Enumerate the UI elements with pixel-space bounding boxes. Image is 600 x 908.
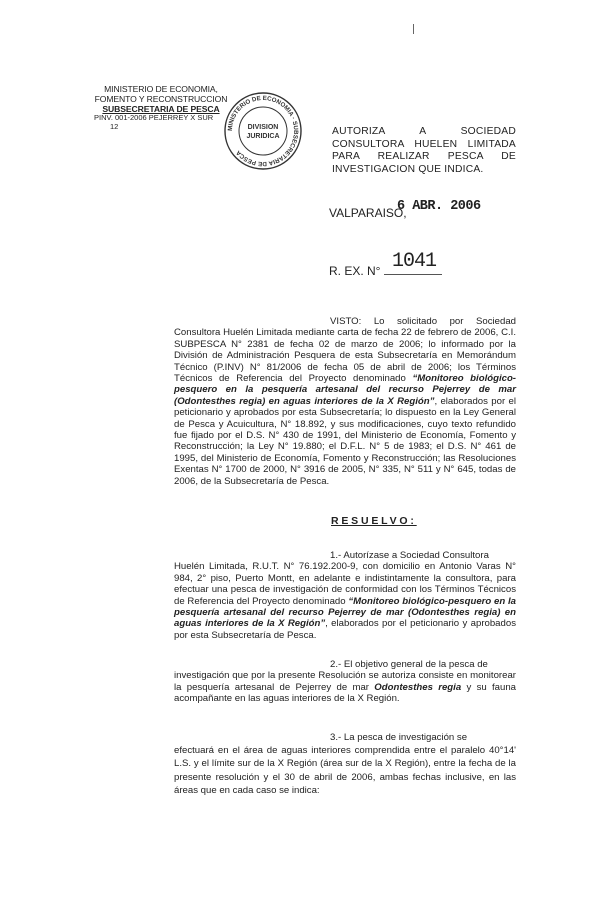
ref-line-2: 12 (110, 122, 119, 131)
visto-lead: VISTO (330, 316, 359, 327)
stamp-center-line-2: JURIDICA (246, 133, 280, 140)
subject-line-1: AUTORIZA A SOCIEDAD (332, 126, 516, 137)
visto-text-1: : Lo solicitado por Sociedad Consultora Huelén Limitada mediante carta de fecha 22 de febrero de 2006, C.I. SUBPESCA N° 2381 de fecha 02 de marzo de 2006; lo informado por la División de Administración Pesquera de esta Subsecretaría en Memorándum Técnico (P.INV) N° 81/2006 de fecha 05 de abril de 2006; los Términos Técnicos de Referencia del Proyecto denominado (174, 316, 516, 385)
item-1-paragraph (174, 550, 516, 641)
svg-text:MINISTERIO DE ECONOMIA · SUBSE (227, 95, 299, 167)
item-2-text-2: y su fauna acompañante en las aguas interiores de la X Región. (174, 681, 517, 705)
item-3-lead: 3.- La pesca de investigación se (330, 732, 468, 743)
item-2-lead: 2.- El objetivo general de la pesca de (330, 659, 488, 670)
subject-line-4: INVESTIGACION QUE INDICA. (332, 163, 484, 175)
division-stamp (222, 90, 304, 172)
resolution-number: 1041 (392, 250, 437, 273)
item-1-text-2: , elaborados por el peticionario y aprobados por esta Subsecretaría de Pesca. (174, 618, 516, 641)
resuelvo-heading: RESUELVO: (331, 515, 417, 527)
header-line-3: SUBSECRETARIA DE PESCA (102, 104, 220, 114)
stamp-ring-text: MINISTERIO DE ECONOMIA · SUBSECRETARIA DE PESCA (226, 94, 300, 168)
item-3-paragraph (174, 731, 516, 797)
item-1-lead: 1.- Autorízase a Sociedad Consultora (330, 550, 489, 561)
page-mark (413, 24, 414, 34)
stamp-center-line-1: DIVISION (247, 124, 279, 131)
item-3-text: efectuará en el área de aguas interiores comprendida entre el paralelo 40°14' L.S. y el límite sur de la X Región (área sur de la X Región), entre la fecha de la presente resolución y el 30 de abril de 2006, ambas fechas inclusive, en las áreas que en cada caso se indica: (174, 745, 516, 796)
item-2-paragraph (174, 659, 516, 705)
subject-line-2: CONSULTORA HUELEN LIMITADA (332, 138, 516, 150)
resolution-underline (384, 274, 442, 275)
item-1-text-1: Huelén Limitada, R.U.T. N° 76.192.200-9, con domicilio en Antonio Varas N° 984, 2° piso, Puerto Montt, en adelante e indistintamente la consultora, para efectuar una pesca de investigación de conformidad con los Términos Técnicos de Referencia del Proyecto denominado (174, 561, 516, 607)
ref-line-1: PINV. 001-2006 PEJERREY X SUR (94, 113, 214, 122)
ministry-header (86, 84, 236, 114)
visto-text-2: , elaborados por el peticionario y aprobados por esta Subsecretaría; lo dispuesto en la Ley General de Pesca y Acuicultura, N° 18.892, y sus modificaciones, cuyo texto refundido fue fijado por el D.S. N° 430 de 1991, del Ministerio de Economía, Fomento y Reconstrucción; la Ley N° 19.880; el D.F.L. N° 5 de 1983; el D.S. N° 461 de 1995, del Ministerio de Economía, Fomento y Reconstrucción; las Resoluciones Exentas N° 1700 de 2000, N° 3916 de 2005, N° 335, N° 511 y N° 645, todas de 2006, de la Subsecretaría de Pesca. (174, 395, 517, 487)
visto-project-title: “Monitoreo biológico-pesquero en la pesquería artesanal del recurso Pejerrey de mar (Odontesthes regia) en aguas interiores de la X Región” (174, 373, 517, 407)
subject-line-3: PARA REALIZAR PESCA DE (332, 151, 516, 162)
header-line-2: FOMENTO Y RECONSTRUCCION (94, 94, 228, 104)
item-2-species: Odontesthes regia (374, 681, 462, 693)
visto-paragraph (174, 316, 516, 487)
place-label: VALPARAISO, (329, 206, 407, 220)
subject-block (332, 126, 516, 176)
header-line-1: MINISTERIO DE ECONOMIA, (104, 84, 218, 94)
resolution-label: R. EX. N° (329, 264, 381, 278)
date-stamp: 6 ABR. 2006 (397, 199, 481, 214)
item-2-text-1: investigación que por la presente Resolución se autoriza consiste en monitorear la pesquería artesanal de Pejerrey de mar (174, 670, 516, 693)
item-1-project-title: “Monitoreo biológico-pesquero en la pesquería artesanal del recurso Pejerrey de mar (Odontesthes regia) en aguas interiores de la X Región” (174, 595, 516, 630)
